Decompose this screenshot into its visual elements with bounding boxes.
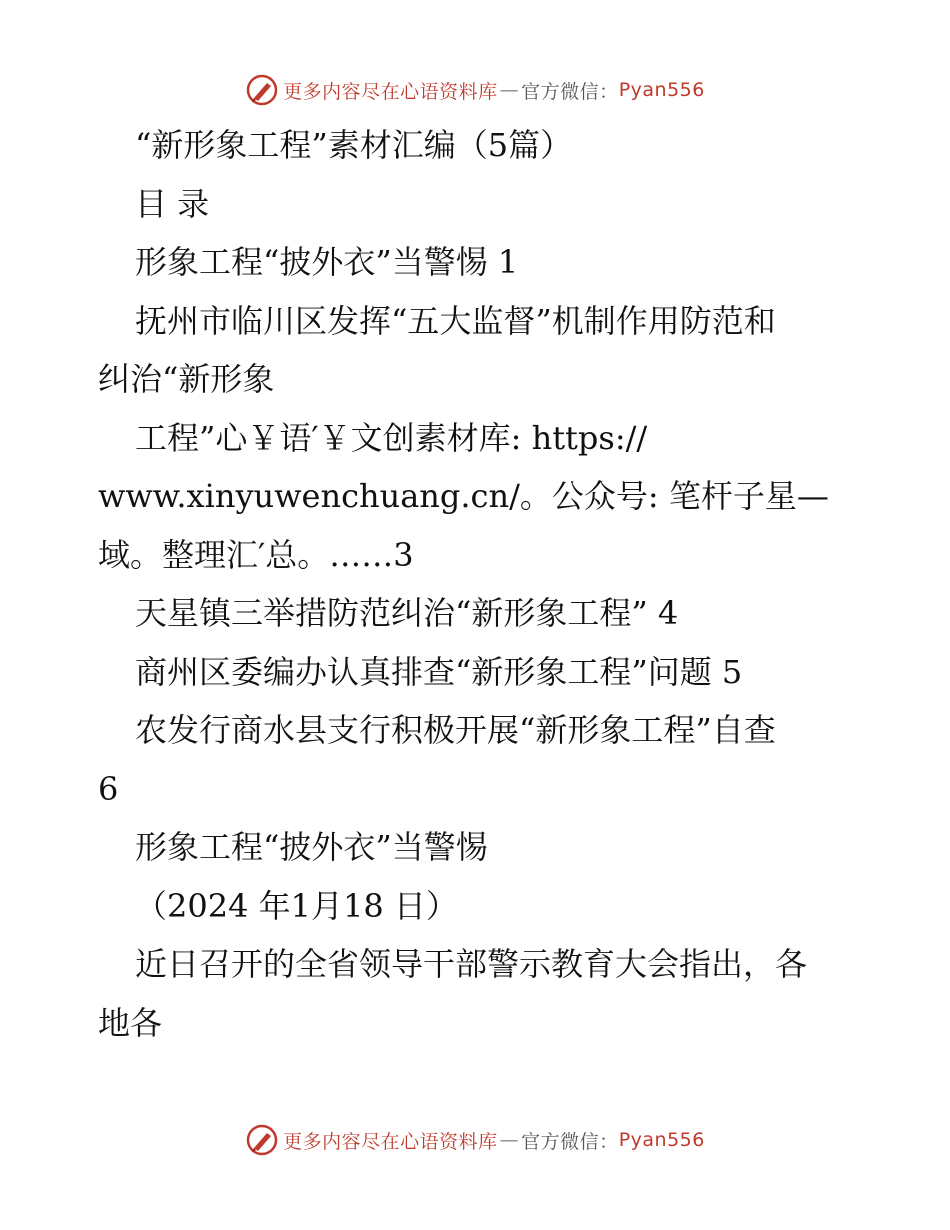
toc-heading: 目 录 [135, 185, 210, 223]
body-paragraph-line: 近日召开的全省领导干部警示教育大会指出，各 [135, 945, 808, 983]
toc-line: 6 [98, 770, 119, 808]
pen-logo-icon [245, 1123, 279, 1157]
toc-line: 商州区委编办认真排查“新形象工程”问题 5 [135, 653, 743, 691]
toc-line: 抚州市临川区发挥“五大监督”机制作用防范和 [135, 302, 776, 340]
body-paragraph-line: 地各 [98, 1004, 163, 1042]
watermark-wechat-id: Pyan556 [618, 1129, 705, 1151]
watermark-banner-bottom [0, 1120, 950, 1160]
toc-line: 形象工程“披外衣”当警惕 1 [135, 243, 519, 281]
document-title: “新形象工程”素材汇编（5篇） [135, 126, 573, 164]
watermark-wechat-label: 官方微信： [521, 80, 619, 103]
section-heading: 形象工程“披外衣”当警惕 [135, 828, 488, 866]
watermark-text: 更多内容尽在心语资料库 [283, 80, 498, 103]
toc-line: 域。整理汇′总。……3 [98, 536, 414, 574]
watermark-wechat-id: Pyan556 [618, 79, 705, 101]
watermark-text: 更多内容尽在心语资料库 [283, 1130, 498, 1153]
toc-line: 天星镇三举措防范纠治“新形象工程” 4 [135, 594, 679, 632]
toc-line: 纠治“新形象 [98, 360, 275, 398]
toc-line: www.xinyuwenchuang.cn/。公众号: 笔杆子星— [98, 477, 829, 515]
toc-line: 工程”心￥语′￥文创素材库: https:// [135, 419, 648, 457]
watermark-dash: — [499, 1129, 520, 1151]
toc-line: 农发行商水县支行积极开展“新形象工程”自查 [135, 711, 776, 749]
watermark-dash: — [499, 79, 520, 101]
watermark-wechat-label: 官方微信： [521, 1130, 619, 1153]
watermark-banner-top [0, 70, 950, 110]
pen-logo-icon [245, 73, 279, 107]
section-date: （2024 年1月18 日） [135, 887, 458, 925]
